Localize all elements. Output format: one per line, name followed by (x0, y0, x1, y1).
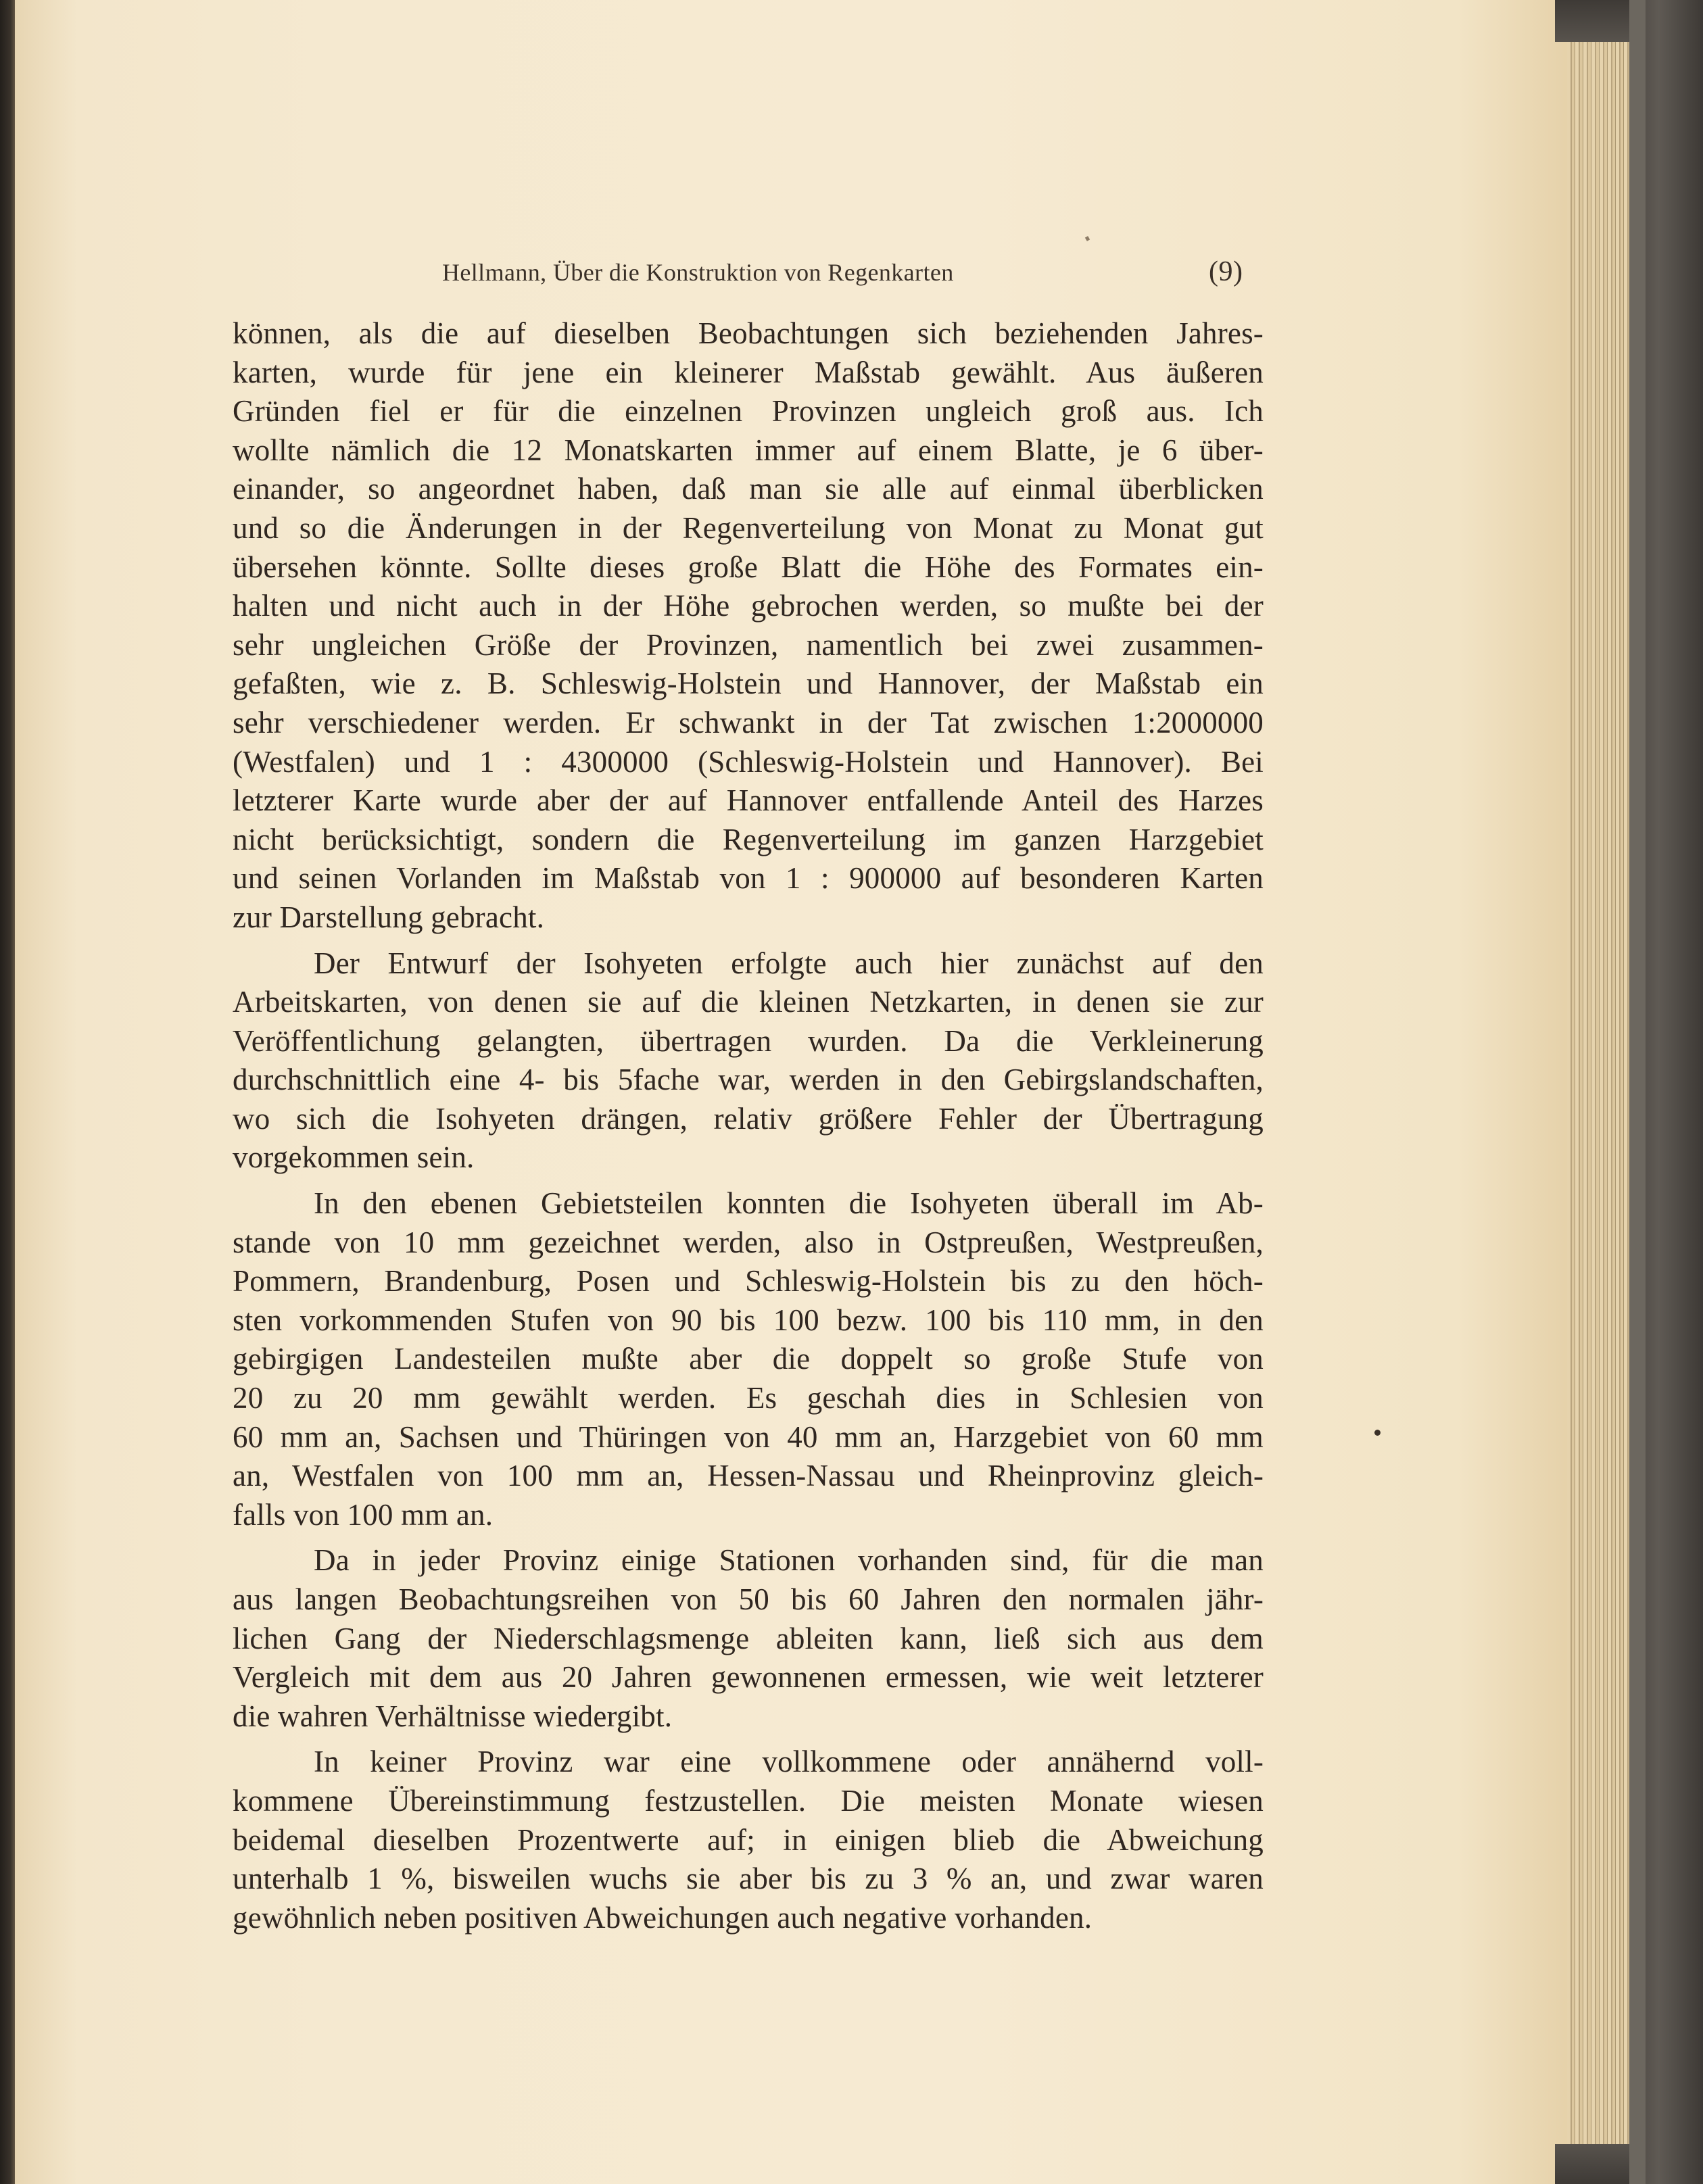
text-line: Arbeitskarten, von denen sie auf die kleinen Netzkarten, in denen sie zur (233, 985, 1264, 1019)
text-line: In keiner Provinz war eine vollkommene oder annähernd voll- (314, 1745, 1264, 1779)
text-line: nicht berücksichtigt, sondern die Regenverteilung im ganzen Harzgebiet (233, 822, 1264, 856)
text-line: können, als die auf dieselben Beobachtungen sich beziehenden Jahres- (233, 316, 1264, 350)
text-line: die wahren Verhältnisse wiedergibt. (233, 1699, 673, 1733)
text-line: Vergleich mit dem aus 20 Jahren gewonnenen ermessen, wie weit letzterer (233, 1660, 1264, 1695)
text-line: beidemal dieselben Prozentwerte auf; in einigen blieb die Abweichung (233, 1822, 1264, 1857)
running-header (442, 258, 1247, 287)
text-line: zur Darstellung gebracht. (233, 900, 545, 934)
page-edges (1567, 42, 1631, 2144)
text-line: kommene Übereinstimmung festzustellen. Die meisten Monate wiesen (233, 1783, 1264, 1818)
text-line: unterhalb 1 %, bisweilen wuchs sie aber bis zu 3 % an, und zwar waren (233, 1862, 1264, 1896)
text-line: sten vorkommenden Stufen von 90 bis 100 bezw. 100 bis 110 mm, in den (233, 1303, 1264, 1337)
running-title: Hellmann, Über die Konstruktion von Regenkarten (442, 259, 954, 286)
text-line: 60 mm an, Sachsen und Thüringen von 40 mm an, Harzgebiet von 60 mm (233, 1419, 1264, 1454)
text-line: Pommern, Brandenburg, Posen und Schleswig-Holstein bis zu den höch- (233, 1264, 1264, 1299)
text-line: aus langen Beobachtungsreihen von 50 bis 60 Jahren den normalen jähr- (233, 1582, 1264, 1616)
text-line: 20 zu 20 mm gewählt werden. Es geschah dies in Schlesien von (233, 1381, 1264, 1415)
text-line: Der Entwurf der Isohyeten erfolgte auch hier zunächst auf den (314, 946, 1264, 980)
body-text (233, 314, 1264, 1937)
margin-dot (1374, 1430, 1381, 1436)
text-line: gewöhnlich neben positiven Abweichungen auch negative vorhanden. (233, 1900, 1093, 1935)
text-line: lichen Gang der Niederschlagsmenge ableiten kann, ließ sich aus dem (233, 1621, 1264, 1655)
text-line: übersehen könnte. Sollte dieses große Blatt die Höhe des Formates ein- (233, 550, 1264, 584)
text-line: wollte nämlich die 12 Monatskarten immer auf einem Blatte, je 6 über- (233, 433, 1264, 467)
text-line: einander, so angeordnet haben, daß man sie alle auf einmal überblicken (233, 472, 1264, 506)
text-line: wo sich die Isohyeten drängen, relativ größere Fehler der Übertragung (233, 1101, 1264, 1136)
text-line: sehr verschiedener werden. Er schwankt in der Tat zwischen 1:2000000 (233, 705, 1264, 739)
text-line: halten und nicht auch in der Höhe gebrochen werden, so mußte bei der (233, 589, 1264, 623)
text-line: vorgekommen sein. (233, 1140, 475, 1175)
text-line: durchschnittlich eine 4- bis 5fache war, werden in den Gebirgslandschaften, (233, 1063, 1264, 1097)
text-line: karten, wurde für jene ein kleinerer Maßstab gewählt. Aus äußeren (233, 355, 1264, 389)
paragraph-4 (233, 1541, 1264, 1736)
text-line: gebirgigen Landesteilen mußte aber die doppelt so große Stufe von (233, 1342, 1264, 1376)
text-line: letzterer Karte wurde aber der auf Hannover entfallende Anteil des Harzes (233, 783, 1264, 818)
text-line: und so die Änderungen in der Regenverteilung von Monat zu Monat gut (233, 510, 1264, 545)
text-line: an, Westfalen von 100 mm an, Hessen-Nassau und Rheinprovinz gleich- (233, 1459, 1264, 1493)
text-line: sehr ungleichen Größe der Provinzen, namentlich bei zwei zusammen- (233, 627, 1264, 662)
paragraph-5 (233, 1743, 1264, 1937)
text-line: stande von 10 mm gezeichnet werden, also in Ostpreußen, Westpreußen, (233, 1225, 1264, 1259)
text-line: (Westfalen) und 1 : 4300000 (Schleswig-Holstein und Hannover). Bei (233, 744, 1264, 779)
paragraph-1 (233, 314, 1264, 938)
text-line: In den ebenen Gebietsteilen konnten die Isohyeten überall im Ab- (314, 1186, 1264, 1221)
book-cover-edge (1629, 0, 1646, 2184)
text-line: und seinen Vorlanden im Maßstab von 1 : 900000 auf besonderen Karten (233, 861, 1264, 896)
text-line: falls von 100 mm an. (233, 1497, 494, 1532)
text-line: gefaßten, wie z. B. Schleswig-Holstein und Hannover, der Maßstab ein (233, 666, 1264, 701)
paragraph-3 (233, 1184, 1264, 1534)
text-line: Gründen fiel er für die einzelnen Provinzen ungleich groß aus. Ich (233, 394, 1264, 429)
paragraph-2 (233, 944, 1264, 1178)
text-line: Da in jeder Provinz einige Stationen vorhanden sind, für die man (314, 1543, 1264, 1578)
page-number: (9) (1209, 256, 1243, 287)
text-line: Veröffentlichung gelangten, übertragen wurden. Da die Verkleinerung (233, 1023, 1264, 1058)
